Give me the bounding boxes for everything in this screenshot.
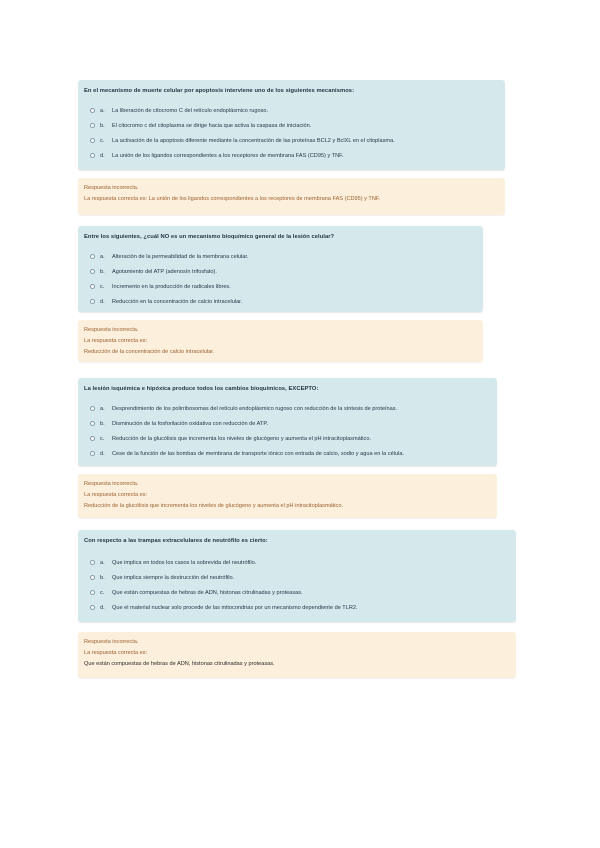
radio-button-icon[interactable] xyxy=(90,153,95,158)
question-3-options xyxy=(84,401,491,461)
question-3-option-a[interactable] xyxy=(84,401,491,416)
question-3-feedback xyxy=(78,474,497,518)
question-4-option-b[interactable] xyxy=(84,570,510,585)
question-1-feedback xyxy=(78,178,505,215)
question-4-feedback xyxy=(78,632,516,678)
question-4-option-a[interactable] xyxy=(84,555,510,570)
question-3-option-d[interactable] xyxy=(84,446,491,461)
feedback-status: Respuesta incorrecta. xyxy=(84,639,139,645)
option-text: La liberación de citocromo C del retículo endoplásmico rugoso. xyxy=(112,107,269,114)
option-text: Reducción en la concentración de calcio intracelular. xyxy=(112,298,243,305)
feedback-answer-label: La respuesta correcta es: xyxy=(84,196,148,202)
feedback-status: Respuesta incorrecta. xyxy=(84,481,139,487)
question-4-card xyxy=(78,530,516,622)
feedback-answer: Reducción de la glucólisis que incrementa los niveles de glucógeno y aumenta el pH intracitoplasmático. xyxy=(84,503,344,509)
question-2-option-a[interactable] xyxy=(84,249,477,264)
option-text: Que el material nuclear solo procede de las mitocondrias por un mecanismo dependiente de TLR2. xyxy=(112,604,358,611)
radio-button-icon[interactable] xyxy=(90,605,95,610)
radio-button-icon[interactable] xyxy=(90,590,95,595)
option-letter: d. xyxy=(100,298,105,305)
option-text: Desprendimiento de los polirribosomas del retículo endoplásmico rugoso con reducción de la síntesis de proteínas. xyxy=(112,405,398,412)
question-4-options xyxy=(84,555,510,615)
option-letter: a. xyxy=(100,253,105,260)
option-text: El citocromo c del citoplasma se dirige hacia que activa la caspasa de iniciación. xyxy=(112,122,312,129)
feedback-answer-label: La respuesta correcta es: xyxy=(84,650,148,656)
radio-button-icon[interactable] xyxy=(90,575,95,580)
option-letter: a. xyxy=(100,107,105,114)
question-3-card xyxy=(78,378,497,466)
option-letter: b. xyxy=(100,268,105,275)
radio-button-icon[interactable] xyxy=(90,451,95,456)
question-1-option-b[interactable] xyxy=(84,118,499,133)
radio-button-icon[interactable] xyxy=(90,123,95,128)
option-text: Que implica en todos los casos la sobrevida del neutrófilo. xyxy=(112,559,257,566)
feedback-answer-row xyxy=(84,194,499,205)
feedback-answer: Que están compuestas de hebras de ADN, histonas citrulinadas y proteasas. xyxy=(84,661,275,667)
question-4-prompt: Con respecto a las trampas extracelulares de neutrófilo es cierto: xyxy=(84,538,268,544)
option-letter: d. xyxy=(100,604,105,611)
radio-button-icon[interactable] xyxy=(90,560,95,565)
radio-button-icon[interactable] xyxy=(90,269,95,274)
option-text: Cese de la función de las bombas de membrana de transporte iónico con entrada de calcio, sodio y agua en la célula. xyxy=(112,450,404,457)
option-text: La activación de la apoptosis diferente mediante la concentración de las proteínas BCL2 y BclXL en el citoplasma. xyxy=(112,137,395,144)
question-2-feedback xyxy=(78,320,483,362)
option-text: Alteración de la permeabilidad de la membrana celular. xyxy=(112,253,249,260)
question-2-options xyxy=(84,249,477,309)
feedback-status: Respuesta incorrecta. xyxy=(84,327,139,333)
radio-button-icon[interactable] xyxy=(90,254,95,259)
option-letter: d. xyxy=(100,152,105,159)
radio-button-icon[interactable] xyxy=(90,421,95,426)
question-2-option-d[interactable] xyxy=(84,294,477,309)
option-text: La unión de los ligandos correspondientes a los receptores de membrana FAS (CD95) y TNF. xyxy=(112,152,344,159)
question-1-option-d[interactable] xyxy=(84,148,499,163)
option-letter: b. xyxy=(100,574,105,581)
option-letter: c. xyxy=(100,435,105,442)
question-2-card xyxy=(78,226,483,312)
feedback-status: Respuesta incorrecta. xyxy=(84,185,139,191)
option-text: Reducción de la glucólisis que incrementa los niveles de glucógeno y aumenta el pH intracitoplasmático. xyxy=(112,435,372,442)
option-letter: a. xyxy=(100,405,105,412)
option-letter: c. xyxy=(100,283,105,290)
option-text: Que están compuestas de hebras de ADN, histonas citrulinadas y proteasas. xyxy=(112,589,303,596)
radio-button-icon[interactable] xyxy=(90,284,95,289)
option-text: Disminución de la fosforilación oxidativa con reducción de ATP. xyxy=(112,420,268,427)
question-2-option-c[interactable] xyxy=(84,279,477,294)
question-1-options xyxy=(84,103,499,163)
radio-button-icon[interactable] xyxy=(90,108,95,113)
radio-button-icon[interactable] xyxy=(90,138,95,143)
option-letter: c. xyxy=(100,137,105,144)
question-3-option-b[interactable] xyxy=(84,416,491,431)
feedback-answer-label: La respuesta correcta es: xyxy=(84,492,148,498)
question-4-option-c[interactable] xyxy=(84,585,510,600)
feedback-answer: Reducción de la concentración de calcio intracelular. xyxy=(84,349,215,355)
option-text: Que implica siempre la destrucción del neutrófilo. xyxy=(112,574,235,581)
question-3-prompt: La lesión isquémica e hipóxica produce todos los cambios bioquímicos, EXCEPTO: xyxy=(84,386,319,392)
option-letter: a. xyxy=(100,559,105,566)
option-text: Incremento en la producción de radicales libres. xyxy=(112,283,231,290)
feedback-answer-label: La respuesta correcta es: xyxy=(84,338,148,344)
question-3-option-c[interactable] xyxy=(84,431,491,446)
question-1-option-a[interactable] xyxy=(84,103,499,118)
feedback-answer: La unión de los ligandos correspondientes a los receptores de membrana FAS (CD95) y TNF. xyxy=(148,196,381,202)
question-4-option-d[interactable] xyxy=(84,600,510,615)
option-letter: b. xyxy=(100,420,105,427)
question-1-option-c[interactable] xyxy=(84,133,499,148)
question-1-card xyxy=(78,80,505,170)
option-text: Agotamiento del ATP (adenosín trifosfato). xyxy=(112,268,217,275)
question-2-prompt: Entre los siguientes, ¿cuál NO es un mecanismo bioquímico general de la lesión celular? xyxy=(84,234,335,240)
option-letter: d. xyxy=(100,450,105,457)
question-1-prompt: En el mecanismo de muerte celular por apoptosis interviene uno de los siguientes mecanismos: xyxy=(84,88,355,94)
option-letter: c. xyxy=(100,589,105,596)
radio-button-icon[interactable] xyxy=(90,299,95,304)
radio-button-icon[interactable] xyxy=(90,406,95,411)
question-2-option-b[interactable] xyxy=(84,264,477,279)
option-letter: b. xyxy=(100,122,105,129)
radio-button-icon[interactable] xyxy=(90,436,95,441)
